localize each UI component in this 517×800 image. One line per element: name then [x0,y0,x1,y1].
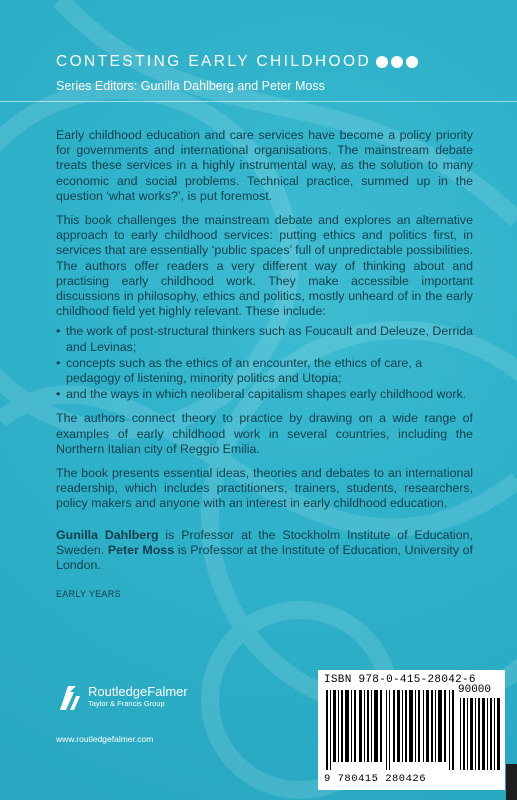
ean-number: 9 780415 280426 [324,773,427,785]
series-title-text: CONTESTING EARLY CHILDHOOD [56,53,372,70]
author-bio: is Professor at the Stockholm Institute of Education, Sweden. [56,527,473,557]
isbn-number: ISBN 978-0-415-28042-6 [324,674,476,686]
publisher-group: Taylor & Francis Group [88,699,165,708]
ean-barcode-icon [326,690,454,770]
topics-list [56,324,473,402]
barcode [318,670,505,790]
list-item: • and the ways in which neoliberal capitalism shapes early childhood work. [56,387,473,402]
blurb [56,128,473,602]
publisher-logo [56,680,188,714]
author-name: Peter Moss [107,542,175,557]
publisher-logo-icon [56,680,82,714]
publisher-website[interactable]: www.routledgefalmer.com [56,734,154,744]
price-addon-number: 90000 [458,684,492,696]
series-dots-icon [376,56,418,68]
author-bio: is Professor at the Institute of Education, University of London. [56,542,473,573]
subject-category: EARLY YEARS [56,589,121,600]
list-item: • the work of post-structural thinkers such as Foucault and Deleuze, Derrida and Levinas; [56,324,473,354]
blurb-paragraph-2: This book challenges the mainstream debate and explores an alternative approach to early childhood services: putting ethics and politics first, in services that are essentially ‘public spaces’ full of unpredictable possibilities. The authors offer readers a very different way of thinking about and practising early childhood work. They make accessible important discussions in philosophy, ethics and politics, mostly unheard of in the early childhood field yet highly relevant. These include: [56,213,473,319]
series-title [56,53,418,71]
blurb-paragraph-3: The authors connect theory to practice by drawing on a wide range of examples of early childhood work in several countries, including the Northern Italian city of Reggio Emilia. [56,411,473,456]
blurb-paragraph-1: Early childhood education and care services have become a policy priority for governments and international organisations. The mainstream debate treats these services in a highly instrumental way, as the solution to many economic and social problems. Technical practice, summed up in the question ‘what works?’, is put foremost. [56,128,473,203]
author-bios [56,528,473,574]
series-editors: Series Editors: Gunilla Dahlberg and Peter Moss [56,79,325,93]
author-name: Gunilla Dahlberg [56,527,159,542]
corner-mark [506,764,517,800]
publisher-name: RoutledgeFalmer [88,684,188,699]
header-divider [0,101,517,102]
addon-barcode-icon [460,698,500,770]
list-item: • concepts such as the ethics of an encounter, the ethics of care, a pedagogy of listening, minority politics and Utopia; [56,356,473,386]
blurb-paragraph-4: The book presents essential ideas, theories and debates to an international readership, which includes practitioners, trainers, students, researchers, policy makers and anyone with an interest in early childhood education. [56,466,473,511]
